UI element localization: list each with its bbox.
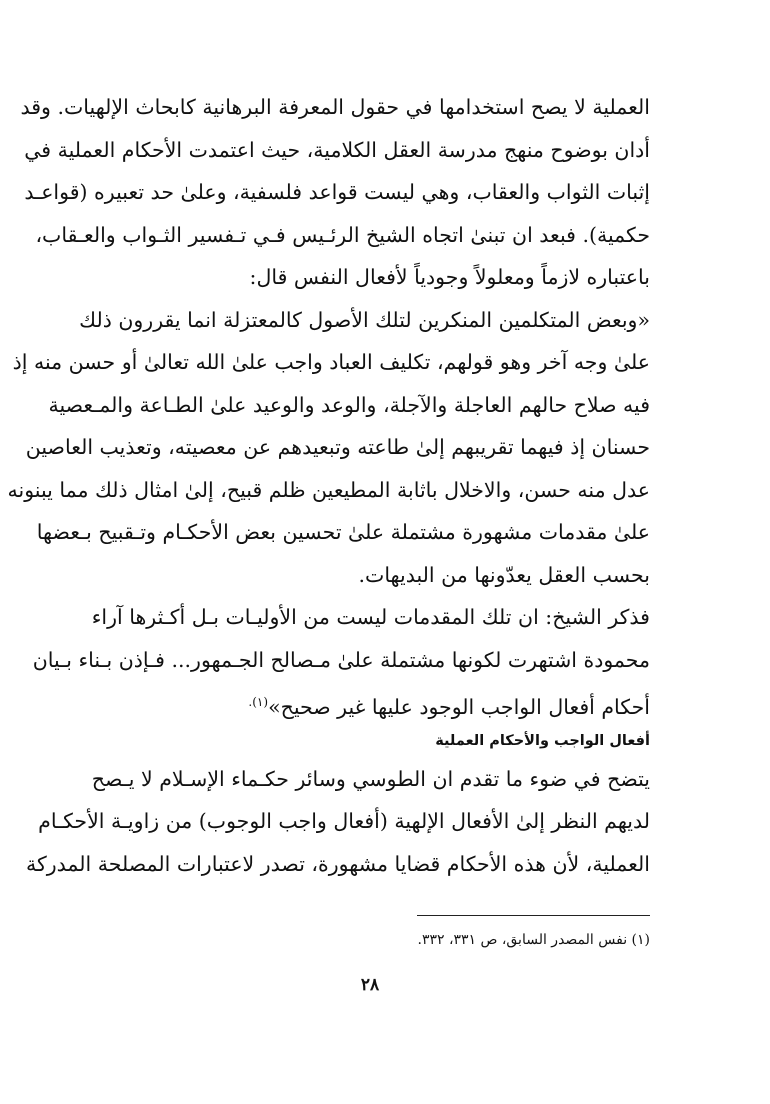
footnote-reference: (١). <box>248 695 269 709</box>
text-line: العملية لا يصح استخدامها في حقول المعرفة البرهانية كابحاث الإلهيات. وقد <box>20 95 650 119</box>
paragraph-3 <box>32 596 650 724</box>
text-line: فيه صلاح حالهم العاجلة والآجلة، والوعد والوعيد علىٰ الطـاعة والمـعصية <box>48 392 650 417</box>
quotation-paragraph <box>7 299 650 597</box>
book-page-body <box>7 86 650 885</box>
text-line: باعتباره لازماً ومعلولاً وجودياً لأفعال النفس قال: <box>249 265 650 289</box>
text-line: أدان بوضوح منهج مدرسة العقل الكلامية، حيث اعتمدت الأحكام العملية في <box>24 137 650 162</box>
section-heading: أفعال الواجب والأحكام العملية <box>435 732 650 749</box>
text-line: حسنان إذ فيهما تقريبهم إلىٰ طاعته وتبعيدهم عن معصيته، وتعذيب العاصين <box>25 435 650 459</box>
text-line: لديهم النظر إلىٰ الأفعال الإلهية (أفعال واجب الوجوب) من زاويـة الأحكـام <box>38 809 650 833</box>
footnote-text: (١) نفس المصدر السابق، ص ٣٣١، ٣٣٢. <box>417 932 650 948</box>
text-line: العملية، لأن هذه الأحكام قضايا مشهورة، تصدر لاعتبارات المصلحة المدركة <box>26 851 650 876</box>
paragraph-final <box>26 758 650 886</box>
text-line: محمودة اشتهرت لكونها مشتملة علىٰ مـصالح الجـمهور... فـإذن بـناء بـيان <box>32 647 650 672</box>
text-line: فذكر الشيخ: ان تلك المقدمات ليست من الأوليـات بـل أكـثرها آراء <box>91 605 650 629</box>
paragraph-1 <box>20 86 650 299</box>
footnote-divider <box>417 915 650 916</box>
text-line: علىٰ وجه آخر وهو قولهم، تكليف العباد واجب علىٰ الله تعالىٰ أو حسن منه إذ <box>12 350 650 374</box>
text-line: علىٰ مقدمات مشهورة مشتملة علىٰ تحسين بعض الأحكـام وتـقبيح بـعضها <box>36 520 650 544</box>
text-line: إثبات الثواب والعقاب، وهي ليست قواعد فلسفية، وعلىٰ حد تعبيره (قواعـد <box>24 180 650 204</box>
text-segment: أحكام أفعال الواجب الوجود عليها غير صحيح» <box>268 694 650 719</box>
text-line: يتضح في ضوء ما تقدم ان الطوسي وسائر حكـماء الإسـلام لا يـصح <box>91 766 650 791</box>
page-number: ٢٨ <box>360 975 380 995</box>
text-line-with-footnote <box>95 681 650 724</box>
text-line: بحسب العقل يعدّونها من البديهات. <box>358 562 650 587</box>
text-line: «وبعض المتكلمين المنكرين لتلك الأصول كالمعتزلة انما يقررون ذلك <box>79 307 650 332</box>
text-line: حكمية). فبعد ان تبنىٰ اتجاه الشيخ الرئـيس فـي تـفسير الثـواب والعـقاب، <box>35 222 650 247</box>
text-line: عدل منه حسن، والاخلال باثابة المطيعين ظلم قبيح، إلىٰ امثال ذلك مما يبنونه <box>7 477 650 502</box>
